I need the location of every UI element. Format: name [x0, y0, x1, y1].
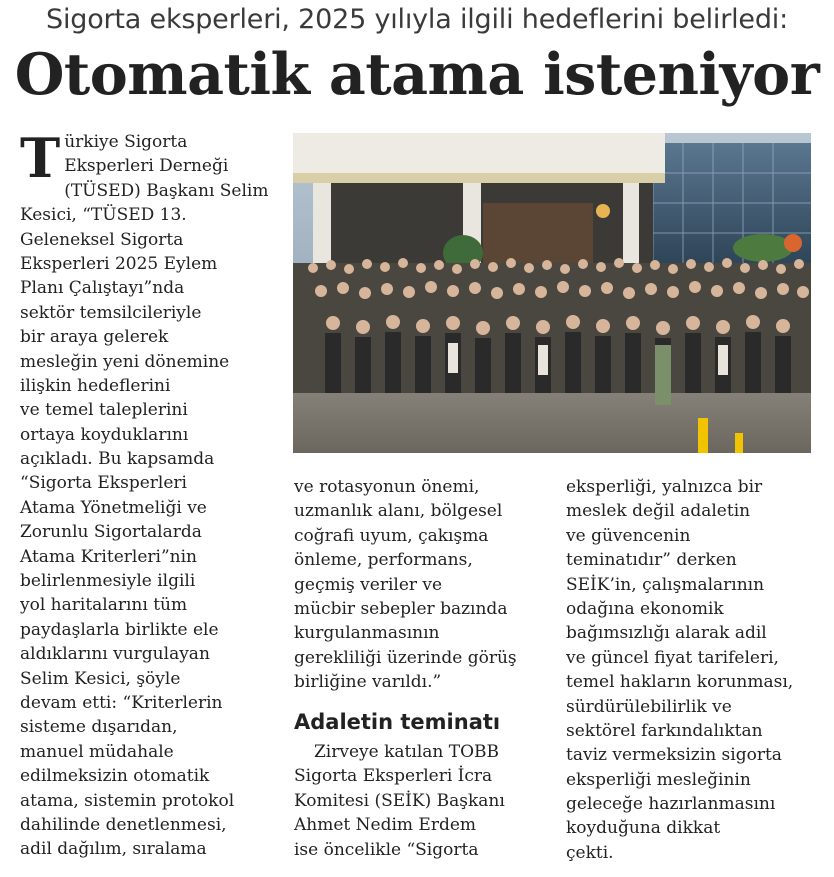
drop-cap: T: [20, 126, 61, 190]
text-line: ve güncel fiyat tarifeleri,: [566, 647, 779, 668]
text-line: eksperliği, yalnızca bir: [566, 477, 763, 497]
text-line: dahilinde denetlenmesi,: [20, 814, 227, 835]
text-line: Geleneksel Sigorta: [20, 229, 184, 250]
group-photo-illustration: [293, 133, 811, 453]
text-line: kurgulanmasının: [294, 623, 440, 644]
text-line: Zirveye katılan TOBB: [314, 742, 499, 762]
text-line: adil dağılım, sıralama: [20, 839, 207, 860]
text-line: Atama Yönetmeliği ve: [20, 497, 207, 518]
text-line: Selim Kesici, şöyle: [20, 668, 181, 689]
text-line: ilişkin hedeflerini: [20, 375, 171, 396]
text-line: coğrafi uyum, çakışma: [294, 525, 489, 546]
text-line: ise öncelikle “Sigorta: [294, 839, 479, 860]
text-line: “Sigorta Eksperleri: [20, 473, 187, 494]
text-line: ürkiye Sigorta: [64, 132, 188, 152]
text-line: yol haritalarını tüm: [20, 595, 188, 616]
text-line: sürdürülebilirlik ve: [566, 696, 732, 717]
text-line: Kesici, “TÜSED 13.: [20, 205, 187, 226]
text-line: Eksperleri 2025 Eylem: [20, 253, 218, 274]
text-line: (TÜSED) Başkanı Selim: [64, 180, 269, 201]
text-line: eksperliği mesleğinin: [566, 769, 751, 790]
text-line: mücbir sebepler bazında: [294, 598, 508, 619]
text-line: bağımsızlığı alarak adil: [566, 623, 767, 644]
text-line: odağına ekonomik: [566, 598, 724, 619]
text-line: SEİK’in, çalışmalarının: [566, 574, 765, 595]
article-column-3: [566, 475, 793, 865]
text-line: Sigorta Eksperleri İcra: [294, 766, 493, 787]
text-line: uzmanlık alanı, bölgesel: [294, 501, 503, 522]
text-line: ve temel taleplerini: [20, 400, 188, 421]
text-line: ve rotasyonun önemi,: [294, 477, 480, 497]
text-line: taviz vermeksizin sigorta: [566, 745, 782, 766]
text-line: sisteme dışarıdan,: [20, 717, 178, 738]
text-line: açıkladı. Bu kapsamda: [20, 449, 215, 470]
text-line: belirlenmesiyle ilgili: [20, 571, 196, 592]
text-line: teminatıdır” derken: [566, 550, 737, 571]
text-line: önleme, performans,: [294, 550, 473, 571]
text-line: temel hakların korunması,: [566, 672, 794, 693]
text-line: manuel müdahale: [20, 741, 174, 762]
text-line: aldıklarını vurgulayan: [20, 644, 210, 665]
text-line: Eksperleri Derneği: [64, 156, 229, 177]
text-line: Planı Çalıştayı”nda: [20, 278, 185, 299]
text-line: devam etti: “Kriterlerin: [20, 693, 223, 713]
text-line: ortaya koyduklarını: [20, 424, 189, 445]
text-line: Atama Kriterleri”nin: [20, 546, 197, 567]
text-line: çekti.: [566, 842, 614, 863]
text-line: mesleğin yeni dönemine: [20, 351, 230, 372]
text-line: edilmeksizin otomatik: [20, 766, 210, 787]
group-photo: [293, 133, 811, 453]
text-line: koyduğuna dikkat: [566, 818, 721, 839]
article-column-2-continued: [294, 740, 505, 862]
text-line: geçmiş veriler ve: [294, 574, 443, 595]
text-line: bir araya gelerek: [20, 327, 169, 348]
article-column-1: [20, 126, 269, 862]
text-line: sektör temsilcileriyle: [20, 302, 202, 323]
text-line: Ahmet Nedim Erdem: [294, 815, 477, 836]
text-line: geleceğe hazırlanmasını: [566, 794, 776, 815]
text-line: Komitesi (SEİK) Başkanı: [294, 790, 505, 811]
text-line: sektörel farkındalıktan: [566, 720, 763, 741]
article-subheading: Adaletin teminatı: [294, 710, 501, 734]
text-line: meslek değil adaletin: [566, 501, 751, 522]
text-line: gerekliliği üzerinde görüş: [294, 647, 517, 668]
article-kicker: Sigorta eksperleri, 2025 yılıyla ilgili hedeflerini belirledi:: [46, 4, 788, 35]
text-line: paydaşlarla birlikte ele: [20, 619, 219, 640]
text-line: Zorunlu Sigortalarda: [20, 522, 202, 543]
article-column-2: [294, 475, 517, 695]
text-line: atama, sistemin protokol: [20, 790, 235, 811]
text-line: ve güvencenin: [566, 525, 691, 546]
text-line: birliğine varıldı.”: [294, 672, 442, 693]
article-headline: Otomatik atama isteniyor: [14, 41, 820, 108]
